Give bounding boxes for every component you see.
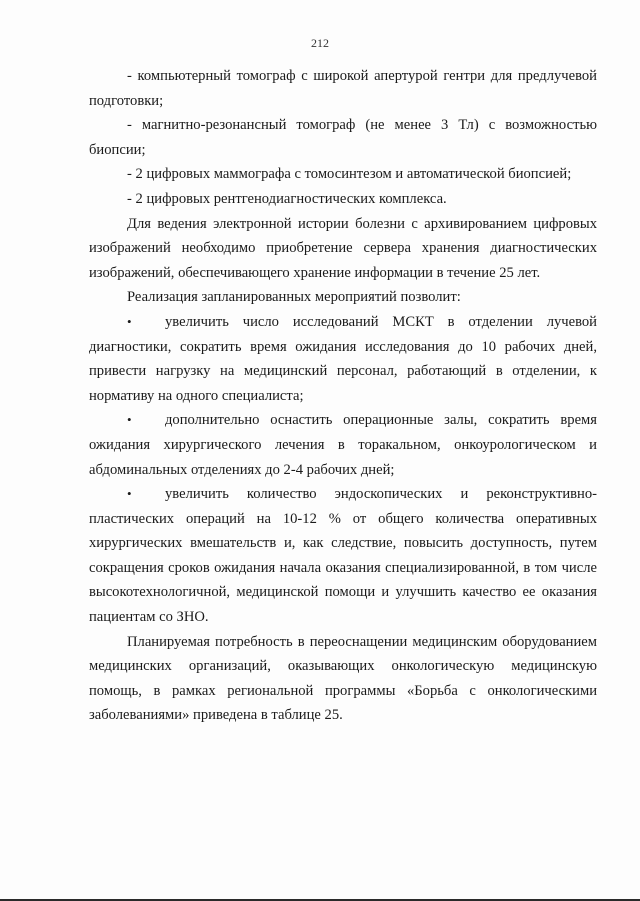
paragraph-xray-complexes: - 2 цифровых рентгенодиагностических комплекса. [127, 190, 447, 207]
document-body [89, 64, 597, 728]
bullet-text: дополнительно оснастить операционные залы, сократить время ожидания хирургического лечения в торакальном, онкоурологическом и абдоминальных отделениях до 2-4 рабочих дней; [89, 412, 597, 478]
bullet-text: увеличить число исследований МСКТ в отделении лучевой диагностики, сократить время ожидания исследования до 10 рабочих дней, привести нагрузку на медицинский персонал, работающий в отделении, к нормативу на одного специалиста; [89, 313, 597, 404]
bullet-item-msct [89, 310, 597, 408]
paragraph-mammographs: - 2 цифровых маммографа с томосинтезом и автоматической биопсией; [127, 166, 572, 183]
paragraph-storage-server: Для ведения электронной истории болезни с архивированием цифровых изображений необходимо приобретение сервера хранения диагностических изображений, обеспечивающего хранение информации в течение 25 лет. [89, 215, 597, 281]
paragraph-equipment-needs: Планируемая потребность в переоснащении медицинским оборудованием медицинских организаций, оказывающих онкологическую медицинскую помощь, в рамках региональной программы «Борьба с онкологическими заболеваниями» приведена в таблице 25. [89, 633, 597, 724]
bullet-text: увеличить количество эндоскопических и реконструктивно-пластических операций на 10-12 % от общего количества оперативных хирургических вмешательств и, как следствие, повысить доступность, путем сокращения сроков ожидания начала оказания специализированной, в том числе высокотехнологичной, медицинской помощи и улучшить качество ее оказания пациентам со ЗНО. [89, 486, 597, 626]
bullet-icon: • [127, 412, 132, 428]
bullet-icon: • [127, 486, 132, 502]
bullet-item-endoscopic [89, 482, 597, 630]
bullet-item-operating-rooms [89, 408, 597, 482]
paragraph-ct-scanner: - компьютерный томограф с широкой апертурой гентри для предлучевой подготовки; [89, 68, 597, 109]
paragraph-outcomes-intro: Реализация запланированных мероприятий позволит: [127, 289, 461, 306]
bullet-icon: • [127, 313, 132, 329]
page-number: 212 [311, 36, 329, 50]
paragraph-mri-scanner: - магнитно-резонансный томограф (не менее 3 Тл) с возможностью биопсии; [89, 117, 597, 158]
